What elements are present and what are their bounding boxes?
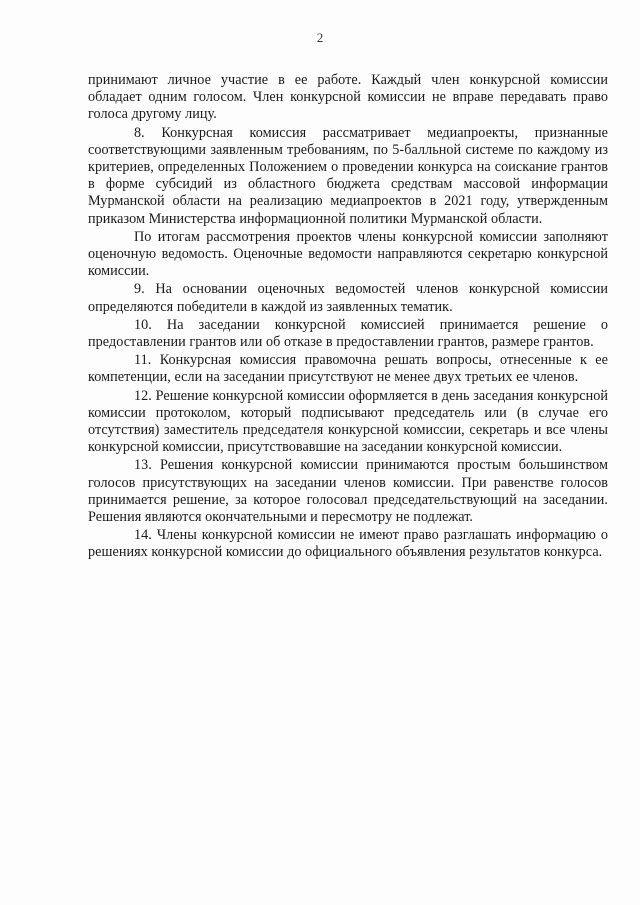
paragraph-8-evaluation: По итогам рассмотрения проектов члены конкурсной комиссии заполняют оценочную ведомость. Оценочные ведомости направляются секретарю конкурсной комиссии. [88, 228, 608, 280]
paragraph-11: 11. Конкурсная комиссия правомочна решать вопросы, отнесенные к ее компетенции, если на заседании присутствуют не менее двух третьих ее членов. [88, 352, 608, 386]
paragraph-10: 10. На заседании конкурсной комиссией принимается решение о предоставлении грантов или об отказе в предоставлении грантов, размере грантов. [88, 316, 608, 351]
paragraph-13: 13. Решения конкурсной комиссии принимаются простым большинством голосов присутствующих на заседании членов комиссии. При равенстве голосов принимается решение, за которое голосовал председательствующий на заседании. Решения являются окончательными и пересмотру не подлежат. [88, 457, 608, 526]
paragraph-9: 9. На основании оценочных ведомостей членов конкурсной комиссии определяются победители в каждой из заявленных тематик. [88, 281, 608, 315]
paragraph-14: 14. Члены конкурсной комиссии не имеют право разглашать информацию о решениях конкурсной комиссии до официального объявления результатов конкурса. [88, 527, 608, 561]
paragraph-8: 8. Конкурсная комиссия рассматривает медиапроекты, признанные соответствующими заявленным требованиям, по 5-балльной системе по каждому из критериев, определенных Положением о проведении конкурса на соискание грантов в форме субсидий из областного бюджета средствам массовой информации Мурманской области на реализацию медиапроектов в 2021 году, утвержденным приказом Министерства информационной политики Мурманской области. [88, 124, 608, 227]
paragraph-continuation: принимают личное участие в ее работе. Каждый член конкурсной комиссии обладает одним голосом. Член конкурсной комиссии не вправе передавать право голоса другому лицу. [88, 72, 608, 123]
page-number: 2 [316, 30, 324, 45]
document-body [88, 72, 608, 562]
paragraph-12: 12. Решение конкурсной комиссии оформляется в день заседания конкурсной комиссии протоколом, который подписывают председатель или (в случае его отсутствия) заместитель председателя конкурсной комиссии, секретарь и все члены конкурсной комиссии, присутствовавшие на заседании конкурсной комиссии. [88, 387, 608, 456]
